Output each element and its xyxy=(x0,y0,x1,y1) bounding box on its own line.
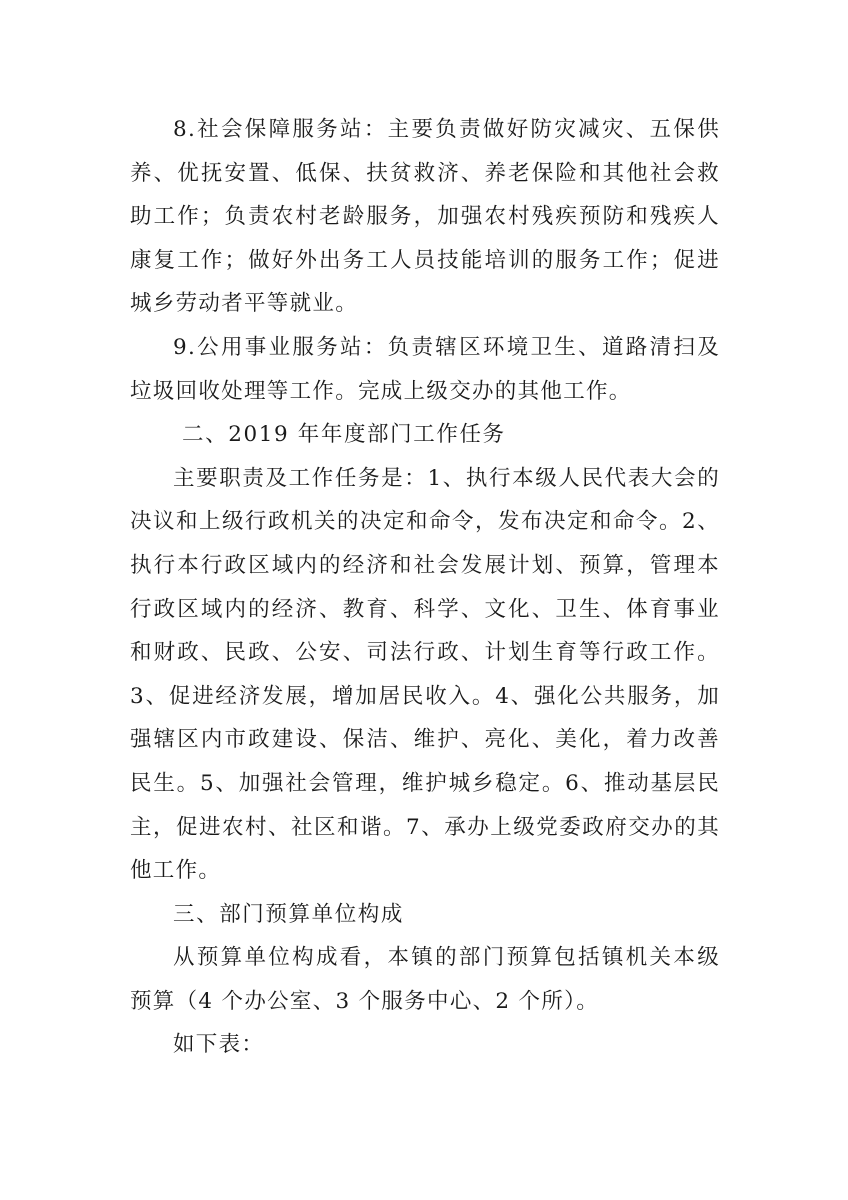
section-heading-work-tasks: 二、2019 年年度部门工作任务 xyxy=(182,422,506,448)
section-heading-budget-units: 三、部门预算单位构成 xyxy=(173,901,405,927)
paragraph-main-duties: 主要职责及工作任务是：1、执行本级人民代表大会的决议和上级行政机关的决定和命令，发布决定和命令。2、执行本行政区域内的经济和社会发展计划、预算，管理本行政区域内的经济、教育、科学、文化、卫生、体育事业和财政、民政、公安、司法行政、计划生育等行政工作。 3、促进经济发展，增加居民收入。4、强化公共服务，加强辖区内市政建设、保洁、维护、亮化、美化，着力改善民生。5、加强社会管理，维护城乡稳定。6、推动基层民主，促进农村、社区和谐。7、承办上级党委政府交办的其他工作。 xyxy=(130,465,720,884)
document-body xyxy=(130,108,720,1067)
paragraph-social-security-station: 8.社会保障服务站：主要负责做好防灾减灾、五保供养、优抚安置、低保、扶贫救济、养老保险和其他社会救助工作；负责农村老龄服务，加强农村残疾预防和残疾人康复工作；做好外出务工人员技能培训的服务工作；促进城乡劳动者平等就业。 xyxy=(130,117,720,317)
paragraph-public-utility-station: 9.公用事业服务站：负责辖区环境卫生、道路清扫及垃圾回收处理等工作。完成上级交办的其他工作。 xyxy=(130,334,720,404)
paragraph-table-intro: 如下表： xyxy=(173,1032,265,1058)
paragraph-budget-units: 从预算单位构成看，本镇的部门预算包括镇机关本级预算（4 个办公室、3 个服务中心、2 个所）。 xyxy=(130,945,720,1014)
